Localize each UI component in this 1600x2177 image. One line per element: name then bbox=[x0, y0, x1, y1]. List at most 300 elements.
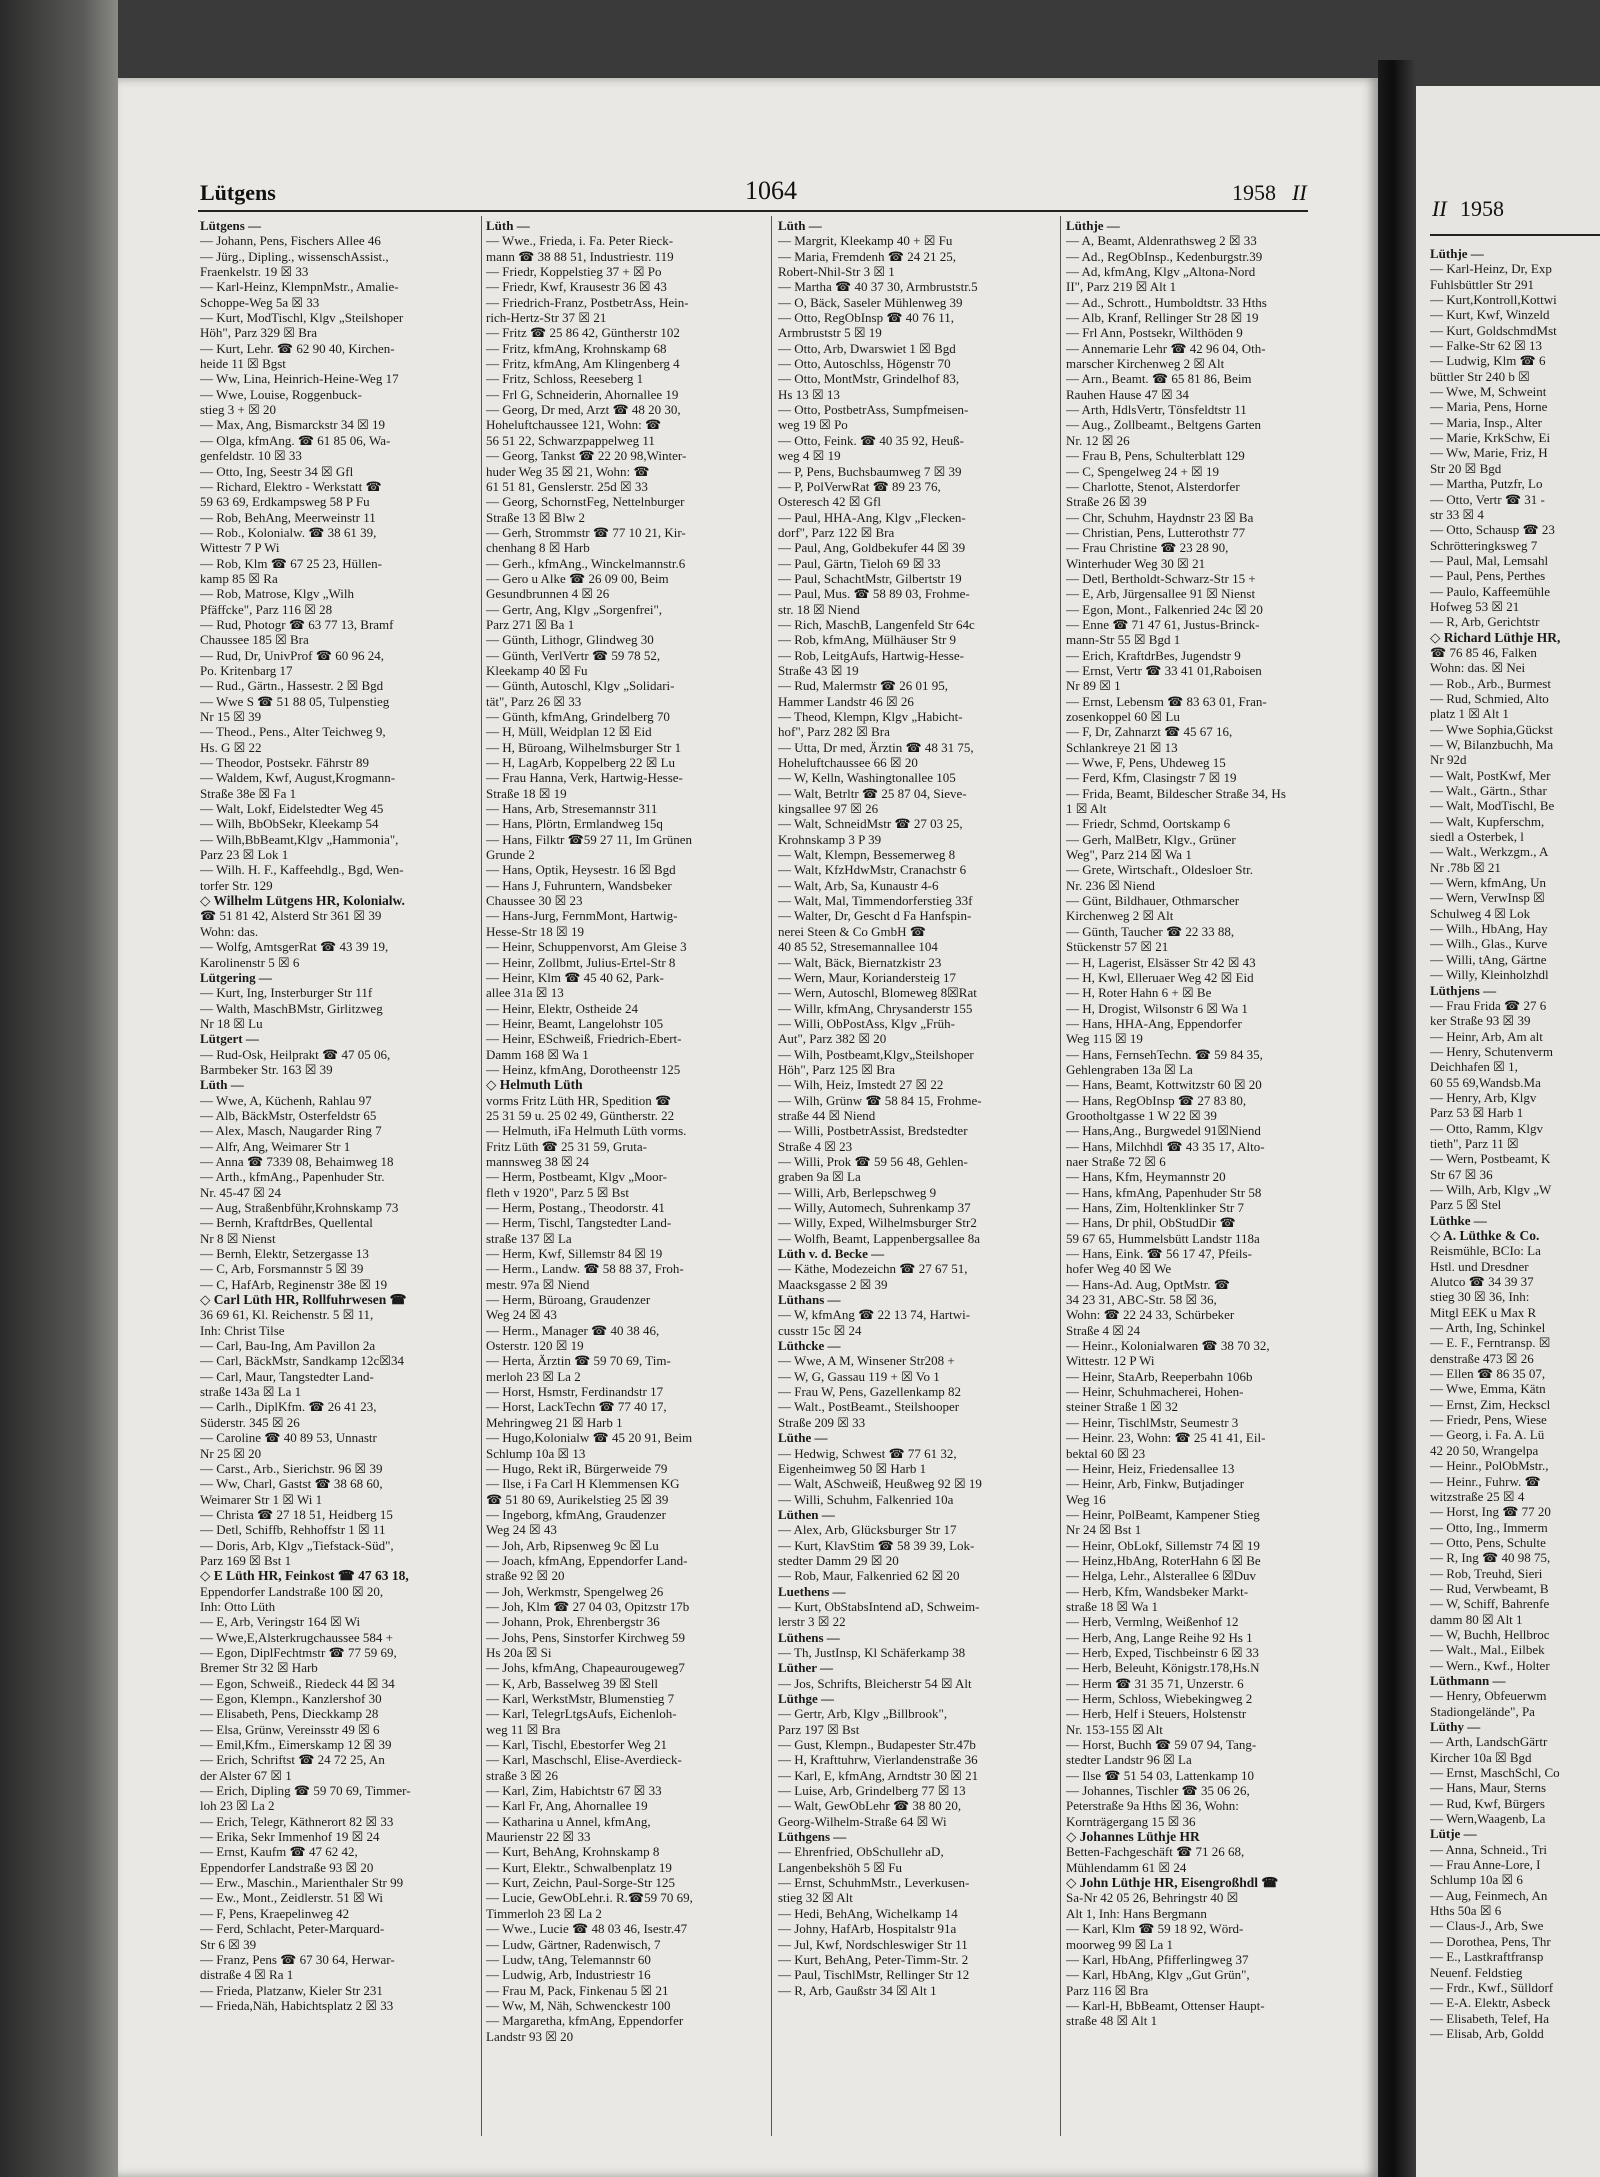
directory-entry-line: — Arth, LandschGärtr bbox=[1430, 1734, 1548, 1750]
directory-entry-line: — Heinr, Heiz, Friedensallee 13 bbox=[1066, 1460, 1235, 1476]
directory-entry-line: — Elisab, Arb, Goldd bbox=[1430, 2025, 1544, 2041]
directory-entry-line: Lüthje — bbox=[1066, 218, 1120, 233]
directory-entry-line: Eppendorfer Landstraße 93 ☒ 20 bbox=[200, 1859, 374, 1875]
directory-entry-line: Nr 15 ☒ 39 bbox=[200, 709, 262, 724]
directory-entry-line: kamp 85 ☒ Ra bbox=[200, 570, 278, 586]
directory-entry-line: Straße 26 ☒ 39 bbox=[1066, 494, 1147, 510]
directory-entry-line: Neuenf. Feldstieg bbox=[1430, 1964, 1523, 1980]
directory-entry-line: — Ad, kfmAng, Klgv „Altona-Nord bbox=[1066, 264, 1256, 280]
directory-entry-line: rich-Hertz-Str 37 ☒ 21 bbox=[486, 310, 607, 326]
directory-entry-line: — Hedi, BehAng, Wichelkamp 14 bbox=[778, 1905, 958, 1921]
directory-entry-line: — E, Arb, Jürgensallee 91 ☒ Nienst bbox=[1066, 586, 1256, 602]
directory-entry-line: — Otto, RegObInsp ☎ 40 76 11, bbox=[778, 310, 955, 326]
directory-entry-line: moorweg 99 ☒ La 1 bbox=[1066, 1936, 1173, 1952]
header-part: II bbox=[1292, 180, 1307, 205]
directory-entry-line: — H, Drogist, Wilsonstr 6 ☒ Wa 1 bbox=[1066, 1000, 1248, 1016]
directory-entry-line: — Egon, Klempn., Kanzlershof 30 bbox=[200, 1691, 382, 1706]
directory-entry-line: Lüthke — bbox=[1430, 1212, 1487, 1228]
directory-entry-line: — Hans, RegObInsp ☎ 27 83 80, bbox=[1066, 1092, 1247, 1108]
directory-entry-line: — Frau W, Pens, Gazellenkamp 82 bbox=[778, 1384, 962, 1400]
directory-entry-line: — Otto, MontMstr, Grindelhof 83, bbox=[778, 371, 960, 387]
directory-entry-line: — Rob, Treuhd, Sieri bbox=[1430, 1565, 1543, 1581]
directory-entry-line: Str 6 ☒ 39 bbox=[200, 1936, 257, 1952]
directory-entry-line: — Kurt, Ing, Insterburger Str 11f bbox=[200, 985, 373, 1001]
directory-entry-line: — Fritz ☎ 25 86 42, Güntherstr 102 bbox=[486, 325, 680, 341]
directory-entry-line: — Ww, Charl, Gastst ☎ 38 68 60, bbox=[200, 1476, 383, 1492]
directory-entry-line: — Kurt, Elektr., Schwalbenplatz 19 bbox=[486, 1859, 672, 1875]
directory-entry-line: — Johann, Pens, Fischers Allee 46 bbox=[200, 233, 381, 249]
directory-entry-line: — Erich, Dipling ☎ 59 70 69, Timmer- bbox=[200, 1783, 411, 1799]
directory-entry-line: Straße 13 ☒ Blw 2 bbox=[486, 509, 586, 525]
directory-entry-line: Wohn: das. bbox=[200, 923, 259, 939]
directory-entry-line: — Waldem, Kwf, August,Krogmann- bbox=[200, 770, 396, 786]
directory-entry-line: Höh", Parz 329 ☒ Bra bbox=[200, 325, 317, 341]
directory-entry-line: — W, G, Gassau 119 + ☒ Vo 1 bbox=[778, 1368, 940, 1384]
directory-entry-line: — Henry, Schutenverm bbox=[1430, 1043, 1553, 1059]
directory-entry-line: Rauhen Hause 47 ☒ 34 bbox=[1066, 386, 1189, 402]
directory-entry-line: Po. Kritenbarg 17 bbox=[200, 662, 293, 678]
directory-entry-line: Lüthjens — bbox=[1430, 982, 1497, 998]
directory-entry-line: Pfäffcke", Parz 116 ☒ 28 bbox=[200, 601, 333, 617]
directory-entry-line: Wohn: das. ☒ Nei bbox=[1430, 660, 1526, 676]
directory-entry-line: Fritz Lüth ☎ 25 31 59, Gruta- bbox=[486, 1138, 647, 1154]
directory-column-1 bbox=[200, 218, 480, 2013]
directory-entry-line: — Otto, Feink. ☎ 40 35 92, Heuß- bbox=[778, 432, 964, 448]
directory-entry-line: Chaussee 185 ☒ Bra bbox=[200, 632, 309, 648]
directory-entry-line: hofer Weg 40 ☒ We bbox=[1066, 1261, 1172, 1277]
directory-entry-line: — Ilse, i Fa Carl H Klemmensen KG bbox=[486, 1476, 680, 1492]
facing-header-part: II bbox=[1432, 196, 1447, 221]
directory-entry-line: — E. F., Ferntransp. ☒ bbox=[1430, 1335, 1551, 1351]
directory-entry-line: — Heinz,HbAng, RoterHahn 6 ☒ Be bbox=[1066, 1552, 1261, 1568]
directory-entry-line: str. 18 ☒ Niend bbox=[778, 601, 860, 617]
directory-entry-line: — Karl-Heinz, KlempnMstr., Amalie- bbox=[200, 279, 399, 295]
directory-entry-line: — H, Roter Hahn 6 + ☒ Be bbox=[1066, 985, 1212, 1001]
directory-entry-line: Kirchenweg 2 ☒ Alt bbox=[1066, 908, 1174, 924]
directory-entry-line: — Paul, Gärtn, Tieloh 69 ☒ 33 bbox=[778, 555, 941, 571]
directory-entry-line: allee 31a ☒ 13 bbox=[486, 985, 564, 1001]
directory-entry-line: — Arn., Beamt. ☎ 65 81 86, Beim bbox=[1066, 371, 1252, 387]
directory-entry-line: — Hans, Eink. ☎ 56 17 47, Pfeils- bbox=[1066, 1246, 1252, 1262]
directory-entry-line: — Max, Ang, Bismarckstr 34 ☒ 19 bbox=[200, 417, 385, 433]
directory-entry-line: — Doris, Arb, Klgv „Tiefstack-Süd", bbox=[200, 1537, 394, 1553]
directory-entry-line: — Frieda, Platzanw, Kieler Str 231 bbox=[200, 1982, 383, 1998]
directory-entry-line: — Fritz, Schloss, Reeseberg 1 bbox=[486, 371, 644, 387]
directory-entry-line: genfeldstr. 10 ☒ 33 bbox=[200, 448, 302, 464]
directory-entry-line: Lütje — bbox=[1430, 1826, 1477, 1842]
directory-entry-line: — Wilh,BbBeamt,Klgv „Hammonia", bbox=[200, 831, 399, 847]
directory-entry-line: — Wern, VerwInsp ☒ bbox=[1430, 890, 1545, 906]
directory-entry-line: Damm 168 ☒ Wa 1 bbox=[486, 1046, 589, 1062]
directory-entry-line: — Ww, M, Näh, Schwenckestr 100 bbox=[486, 1997, 671, 2013]
directory-entry-line: — Ludw, tAng, Telemannstr 60 bbox=[486, 1951, 651, 1967]
directory-entry-line: — Herm, Tischl, Tangstedter Land- bbox=[486, 1215, 672, 1231]
directory-entry-line: — Erich, KraftdrBes, Jugendstr 9 bbox=[1066, 647, 1241, 663]
directory-entry-line: witzstraße 25 ☒ 4 bbox=[1430, 1488, 1525, 1504]
directory-entry-line: graben 9a ☒ La bbox=[778, 1169, 861, 1185]
directory-entry-line: — Hans, Milchhdl ☎ 43 35 17, Alto- bbox=[1066, 1138, 1265, 1154]
directory-entry-line: — Günth, Autoschl, Klgv „Solidari- bbox=[486, 678, 675, 694]
directory-entry-line: — Luise, Arb, Grindelberg 77 ☒ 13 bbox=[778, 1783, 966, 1799]
directory-entry-line: — Günth, kfmAng, Grindelberg 70 bbox=[486, 709, 670, 724]
directory-entry-line: str 33 ☒ 4 bbox=[1430, 506, 1484, 522]
directory-entry-line: Parz 116 ☒ Bra bbox=[1066, 1982, 1149, 1998]
directory-entry-line: — Gerh, Strommstr ☎ 77 10 21, Kir- bbox=[486, 524, 686, 540]
directory-entry-line: — Karl-H, BbBeamt, Ottenser Haupt- bbox=[1066, 1997, 1265, 2013]
directory-entry-line: — Wolfh, Beamt, Lappenbergsallee 8a bbox=[778, 1230, 981, 1246]
directory-entry-line: Parz 53 ☒ Harb 1 bbox=[1430, 1105, 1524, 1121]
directory-entry-line: Nr. 12 ☒ 26 bbox=[1066, 432, 1130, 448]
directory-entry-line: — Rud, Malermstr ☎ 26 01 95, bbox=[778, 678, 949, 694]
directory-entry-line: — Herm, Postang., Theodorstr. 41 bbox=[486, 1200, 665, 1215]
directory-entry-line: — Frdr., Kwf., Sülldorf bbox=[1430, 1979, 1554, 1995]
directory-entry-line: weg 19 ☒ Po bbox=[778, 417, 848, 433]
directory-entry-line: — Walt., PostBeamt., Steilshooper bbox=[778, 1399, 960, 1415]
directory-entry-line: — Aug, Straßenbführ,Krohnskamp 73 bbox=[200, 1200, 399, 1215]
directory-entry-line: Hammer Landstr 46 ☒ 26 bbox=[778, 693, 914, 709]
directory-entry-line: Höh", Parz 125 ☒ Bra bbox=[778, 1061, 895, 1077]
directory-entry-line: weg 4 ☒ 19 bbox=[778, 448, 841, 464]
header-rule bbox=[198, 210, 1308, 212]
directory-entry-line: — Elisabeth, Pens, Dieckkamp 28 bbox=[200, 1706, 379, 1722]
directory-entry-line: 34 23 31, ABC-Str. 58 ☒ 36, bbox=[1066, 1292, 1217, 1308]
directory-entry-line: — Ad., RegObInsp., Kedenburgstr.39 bbox=[1066, 248, 1263, 264]
directory-entry-line: — Paul, Pens, Perthes bbox=[1430, 568, 1546, 584]
directory-entry-line: — Carl, Bau-Ing, Am Pavillon 2a bbox=[200, 1338, 376, 1354]
directory-entry-line: — Karl Fr, Ang, Ahornallee 19 bbox=[486, 1798, 648, 1814]
facing-page-column bbox=[1430, 246, 1600, 2041]
directory-entry-line: — Wwe, A M, Winsener Str208 + bbox=[778, 1353, 955, 1369]
directory-entry-line: — Otto, PostbetrAss, Sumpfmeisen- bbox=[778, 402, 969, 418]
directory-entry-line: — Frau M, Pack, Finkenau 5 ☒ 21 bbox=[486, 1982, 669, 1998]
directory-entry-line: — Paul, TischlMstr, Rellinger Str 12 bbox=[778, 1967, 970, 1983]
directory-entry-line: — Falke-Str 62 ☒ 13 bbox=[1430, 338, 1543, 354]
directory-entry-line: Hofweg 53 ☒ 21 bbox=[1430, 598, 1520, 614]
directory-entry-line: — F, Dr, Zahnarzt ☎ 45 67 16, bbox=[1066, 724, 1233, 740]
directory-column-3 bbox=[778, 218, 1060, 1998]
directory-entry-line: — Wern, kfmAng, Un bbox=[1430, 875, 1547, 891]
directory-entry-line: — Willr, kfmAng, Chrysanderstr 155 bbox=[778, 1000, 973, 1016]
directory-entry-line: — Lucie, GewObLehr.i. R.☎59 70 69, bbox=[486, 1890, 693, 1906]
directory-entry-line: marscher Kirchenweg 2 ☒ Alt bbox=[1066, 356, 1225, 372]
directory-entry-line: ☎ 76 85 46, Falken bbox=[1430, 644, 1537, 660]
directory-entry-line: — Willi, tAng, Gärtne bbox=[1430, 951, 1547, 967]
directory-entry-line: Lüthans — bbox=[778, 1292, 841, 1308]
directory-entry-line: — Rud, Schmied, Alto bbox=[1430, 690, 1549, 706]
directory-entry-line: — Elsa, Grünw, Vereinsstr 49 ☒ 6 bbox=[200, 1721, 380, 1737]
directory-entry-line: — E, Arb, Veringstr 164 ☒ Wi bbox=[200, 1614, 361, 1630]
directory-entry-line: Fraenkelstr. 19 ☒ 33 bbox=[200, 264, 309, 280]
directory-entry-line: Stadiongelände", Pa bbox=[1430, 1703, 1535, 1719]
directory-entry-line: — Joh, Werkmstr, Spengelweg 26 bbox=[486, 1583, 664, 1599]
directory-entry-line: Mitgl EEK u Max R bbox=[1430, 1304, 1537, 1320]
directory-entry-line: der Alster 67 ☒ 1 bbox=[200, 1767, 292, 1783]
directory-entry-line: — Wwe, Emma, Kätn bbox=[1430, 1381, 1546, 1397]
directory-entry-line: Schlankreye 21 ☒ 13 bbox=[1066, 739, 1178, 755]
directory-entry-line: — P, PolVerwRat ☎ 89 23 76, bbox=[778, 478, 941, 494]
directory-entry-line: Hoheluftchaussee 121, Wohn: ☎ bbox=[486, 417, 662, 433]
directory-entry-line: — Theod, Klempn, Klgv „Habicht- bbox=[778, 709, 963, 724]
directory-entry-line: — O, Bäck, Saseler Mühlenweg 39 bbox=[778, 294, 963, 310]
directory-entry-line: — R, Arb, Gerichtstr bbox=[1430, 614, 1540, 630]
directory-entry-line: — Emil,Kfm., Eimerskamp 12 ☒ 39 bbox=[200, 1737, 392, 1753]
directory-entry-line: Weg", Parz 214 ☒ Wa 1 bbox=[1066, 847, 1192, 863]
directory-entry-line: — Paul, HHA-Ang, Klgv „Flecken- bbox=[778, 509, 966, 525]
directory-entry-line: — Otto, Schausp ☎ 23 bbox=[1430, 522, 1555, 538]
directory-entry-line: — Margaretha, kfmAng, Eppendorfer bbox=[486, 2013, 684, 2029]
directory-entry-line: — Ludw, Gärtner, Radenwisch, 7 bbox=[486, 1936, 661, 1952]
directory-entry-line: — Egon, Mont., Falkenried 24c ☒ 20 bbox=[1066, 601, 1263, 617]
directory-entry-line: — Helmuth, iFa Helmuth Lüth vorms. bbox=[486, 1123, 687, 1139]
directory-entry-line: — Günth, Lithogr, Glindweg 30 bbox=[486, 632, 654, 648]
directory-entry-line: Kornträgergang 15 ☒ 36 bbox=[1066, 1813, 1196, 1829]
directory-entry-line: merloh 23 ☒ La 2 bbox=[486, 1368, 581, 1384]
directory-entry-line: Weg 24 ☒ 43 bbox=[486, 1307, 557, 1323]
directory-entry-line: Barmbeker Str. 163 ☒ 39 bbox=[200, 1061, 333, 1077]
directory-entry-line: — Rob, kfmAng, Mülhäuser Str 9 bbox=[778, 632, 957, 648]
directory-entry-line: straße 48 ☒ Alt 1 bbox=[1066, 2013, 1158, 2029]
directory-entry-line: — Arth., kfmAng., Papenhuder Str. bbox=[200, 1169, 385, 1185]
directory-entry-line: — Herm ☎ 31 35 71, Unzerstr. 6 bbox=[1066, 1675, 1244, 1691]
directory-entry-line: Hs 20a ☒ Si bbox=[486, 1644, 552, 1660]
directory-entry-line: — Th, JustInsp, Kl Schäferkamp 38 bbox=[778, 1644, 966, 1660]
directory-entry-line: — Karl, Klm ☎ 59 18 92, Wörd- bbox=[1066, 1921, 1244, 1937]
directory-entry-line: — Horst, Hsmstr, Ferdinandstr 17 bbox=[486, 1384, 664, 1400]
directory-entry-line: Nr. 153-155 ☒ Alt bbox=[1066, 1721, 1163, 1737]
directory-entry-line: Maacksgasse 2 ☒ 39 bbox=[778, 1276, 888, 1292]
directory-entry-line: Lüthen — bbox=[778, 1506, 835, 1522]
directory-entry-line: Reismühle, BCIo: La bbox=[1430, 1243, 1541, 1259]
directory-entry-line: — E., Lastkraftfransp bbox=[1430, 1949, 1544, 1965]
directory-entry-line: — Herb, Beleuht, Königstr.178,Hs.N bbox=[1066, 1660, 1260, 1676]
directory-entry-line: — E-A. Elektr, Asbeck bbox=[1430, 1995, 1551, 2011]
directory-entry-line: — H, Lagerist, Elsässer Str 42 ☒ 43 bbox=[1066, 954, 1256, 970]
directory-entry-line: Gesundbrunnen 4 ☒ 26 bbox=[486, 586, 610, 602]
directory-entry-line: — Rud, Photogr ☎ 63 77 13, Bramf bbox=[200, 616, 394, 632]
directory-entry-line: — Karl, Zim, Habichtstr 67 ☒ 33 bbox=[486, 1783, 662, 1799]
directory-entry-line: — Heinr, Klm ☎ 45 40 62, Park- bbox=[486, 969, 664, 985]
directory-entry-line: Lütgering — bbox=[200, 969, 272, 985]
directory-entry-line: ◇ Carl Lüth HR, Rollfuhrwesen ☎ bbox=[200, 1292, 407, 1308]
directory-entry-line: — Heinr, StaArb, Reeperbahn 106b bbox=[1066, 1368, 1253, 1384]
directory-entry-line: — Heinr, Schuhmacherei, Hohen- bbox=[1066, 1384, 1244, 1400]
directory-entry-line: — Frau Christine ☎ 23 28 90, bbox=[1066, 540, 1229, 556]
directory-entry-line: Nr 92d bbox=[1430, 752, 1467, 768]
directory-entry-line: — Gerh., kfmAng., Winckelmannstr.6 bbox=[486, 555, 686, 571]
directory-entry-line: loh 23 ☒ La 2 bbox=[200, 1798, 275, 1814]
directory-entry-line: — Käthe, Modezeichn ☎ 27 67 51, bbox=[778, 1261, 968, 1277]
directory-entry-line: — Carlh., DiplKfm. ☎ 26 41 23, bbox=[200, 1399, 377, 1415]
directory-entry-line: weg 11 ☒ Bra bbox=[486, 1721, 561, 1737]
directory-entry-line: — Hans,Ang., Burgwedel 91☒Niend bbox=[1066, 1123, 1261, 1139]
book-spine bbox=[1378, 60, 1416, 2177]
directory-entry-line: — Wilh, Arb, Klgv „W bbox=[1430, 1181, 1552, 1197]
directory-entry-line: — Hans, Beamt, Kottwitzstr 60 ☒ 20 bbox=[1066, 1077, 1262, 1093]
directory-column-4 bbox=[1066, 218, 1348, 2029]
directory-entry-line: mann ☎ 38 88 51, Industriestr. 119 bbox=[486, 248, 674, 264]
directory-entry-line: — Walt., Werkzgm., A bbox=[1430, 844, 1549, 860]
directory-entry-line: — Heinr, TischlMstr, Seumestr 3 bbox=[1066, 1414, 1239, 1430]
directory-entry-line: — Wwe., Frieda, i. Fa. Peter Rieck- bbox=[486, 233, 674, 249]
directory-entry-line: — K, Arb, Basselweg 39 ☒ Stell bbox=[486, 1675, 658, 1691]
directory-entry-line: Weimarer Str 1 ☒ Wi 1 bbox=[200, 1491, 323, 1507]
directory-entry-line: — H, Krafttuhrw, Vierlandenstraße 36 bbox=[778, 1752, 978, 1768]
scan-left-edge bbox=[0, 0, 118, 2177]
directory-entry-line: — Wilh, Grünw ☎ 58 84 15, Frohme- bbox=[778, 1092, 982, 1108]
directory-entry-line: — Ehrenfried, ObSchullehr aD, bbox=[778, 1844, 944, 1860]
directory-entry-line: Lütgens — bbox=[200, 218, 262, 233]
directory-entry-line: vorms Fritz Lüth HR, Spedition ☎ bbox=[486, 1092, 672, 1108]
directory-entry-line: — Wwe., Lucie ☎ 48 03 46, Isestr.47 bbox=[486, 1921, 688, 1937]
directory-entry-line: — Friedr, Schmd, Oortskamp 6 bbox=[1066, 816, 1231, 832]
directory-entry-line: — Heinz, kfmAng, Dorotheenstr 125 bbox=[486, 1061, 681, 1077]
directory-entry-line: — Günth, VerlVertr ☎ 59 78 52, bbox=[486, 647, 661, 663]
directory-entry-line: denstraße 473 ☒ 26 bbox=[1430, 1350, 1534, 1366]
directory-entry-line: — Hans-Jurg, FernmMont, Hartwig- bbox=[486, 908, 678, 924]
directory-entry-line: — Günt, Bildhauer, Othmarscher bbox=[1066, 893, 1240, 909]
directory-entry-line: ◇ A. Lüthke & Co. bbox=[1430, 1228, 1540, 1243]
directory-entry-line: Parz 271 ☒ Ba 1 bbox=[486, 616, 575, 632]
directory-entry-line: mestr. 97a ☒ Niend bbox=[486, 1276, 590, 1292]
directory-entry-line: Lüth v. d. Becke — bbox=[778, 1246, 885, 1262]
directory-entry-line: Timmerloh 23 ☒ La 2 bbox=[486, 1905, 602, 1921]
directory-entry-line: Str 20 ☒ Bgd bbox=[1430, 460, 1502, 476]
directory-entry-line: — Henry, Obfeuerwm bbox=[1430, 1688, 1547, 1704]
directory-entry-line: — Otto, Vertr ☎ 31 - bbox=[1430, 491, 1545, 507]
directory-entry-line: — W, kfmAng ☎ 22 13 74, Hartwi- bbox=[778, 1307, 971, 1323]
directory-entry-line: Armbruststr 5 ☒ 19 bbox=[778, 325, 882, 341]
directory-entry-line: — Margrit, Kleekamp 40 + ☒ Fu bbox=[778, 233, 953, 249]
directory-entry-line: — Wwe Sophia,Gückst bbox=[1430, 721, 1553, 737]
directory-entry-line: — Rob., Arb., Burmest bbox=[1430, 675, 1551, 691]
directory-entry-line: ◇ Richard Lüthje HR, bbox=[1430, 629, 1561, 645]
directory-entry-line: — Hans, kfmAng, Papenhuder Str 58 bbox=[1066, 1184, 1262, 1200]
directory-entry-line: — Wwe, M, Schweint bbox=[1430, 384, 1547, 400]
directory-entry-line: straße 92 ☒ 20 bbox=[486, 1568, 565, 1584]
header-year: 1958 bbox=[1232, 180, 1276, 205]
directory-entry-line: — W, Schiff, Bahrenfe bbox=[1430, 1596, 1550, 1612]
directory-entry-line: Wohn: ☎ 22 24 33, Schürbeker bbox=[1066, 1307, 1235, 1323]
directory-entry-line: Inh: Christ Tilse bbox=[200, 1322, 285, 1338]
directory-entry-line: — Walt, Klempn, Bessemerweg 8 bbox=[778, 847, 956, 863]
directory-entry-line: — Dorothea, Pens, Thr bbox=[1430, 1933, 1551, 1949]
directory-entry-line: Maurienstr 22 ☒ 33 bbox=[486, 1829, 591, 1845]
directory-entry-line: — Ludwig, Klm ☎ 6 bbox=[1430, 353, 1546, 369]
directory-entry-line: Straße 209 ☒ 33 bbox=[778, 1414, 866, 1430]
directory-entry-line: — F, Pens, Kraepelinweg 42 bbox=[200, 1905, 350, 1921]
directory-entry-line: Mehringweg 21 ☒ Harb 1 bbox=[486, 1414, 623, 1430]
directory-entry-line: — Erika, Sekr Immenhof 19 ☒ 24 bbox=[200, 1829, 380, 1845]
directory-entry-line: — Walt, Kupferschm, bbox=[1430, 813, 1545, 829]
directory-entry-line: — Wern., Kwf., Holter bbox=[1430, 1657, 1550, 1673]
directory-entry-line: — Alfr, Ang, Weimarer Str 1 bbox=[200, 1138, 351, 1154]
directory-entry-line: — Elisabeth, Telef, Ha bbox=[1430, 2010, 1550, 2026]
directory-entry-line: stieg 3 + ☒ 20 bbox=[200, 402, 277, 418]
directory-entry-line: — Frau Anne-Lore, I bbox=[1430, 1857, 1541, 1873]
directory-entry-line: Peterstraße 9a Hths ☒ 36, Wohn: bbox=[1066, 1798, 1239, 1814]
directory-entry-line: Robert-Nhil-Str 3 ☒ 1 bbox=[778, 264, 895, 280]
directory-entry-line: Mühlendamm 61 ☒ 24 bbox=[1066, 1859, 1187, 1875]
directory-entry-line: — Jürg., Dipling., wissenschAssist., bbox=[200, 248, 389, 264]
directory-entry-line: — Hans, Dr phil, ObStudDir ☎ bbox=[1066, 1215, 1236, 1231]
directory-entry-line: — Henry, Arb, Klgv bbox=[1430, 1089, 1537, 1105]
directory-entry-line: — Willi, Prok ☎ 59 56 48, Gehlen- bbox=[778, 1153, 968, 1169]
directory-entry-line: Luethens — bbox=[778, 1583, 846, 1599]
directory-entry-line: — Herm, Postbeamt, Klgv „Moor- bbox=[486, 1169, 667, 1185]
directory-entry-line: — Helga, Lehr., Alsterallee 6 ☒Duv bbox=[1066, 1568, 1256, 1584]
directory-entry-line: straße 18 ☒ Wa 1 bbox=[1066, 1598, 1158, 1614]
directory-entry-line: — Herb, Exped, Tischbeinstr 6 ☒ 33 bbox=[1066, 1644, 1259, 1660]
directory-entry-line: — Herta, Ärztin ☎ 59 70 69, Tim- bbox=[486, 1353, 671, 1369]
directory-entry-line: Lüthens — bbox=[778, 1629, 840, 1645]
directory-entry-line: ◇ Wilhelm Lütgens HR, Kolonialw. bbox=[200, 893, 405, 909]
directory-entry-line: ☎ 51 80 69, Aurikelstieg 25 ☒ 39 bbox=[486, 1491, 669, 1507]
directory-entry-line: — Hans, HHA-Ang, Eppendorfer bbox=[1066, 1015, 1242, 1031]
directory-entry-line: — Herm, Schloss, Wiebekingweg 2 bbox=[1066, 1691, 1253, 1706]
facing-header-rule bbox=[1430, 234, 1600, 236]
directory-entry-line: — Rud, Verwbeamt, B bbox=[1430, 1580, 1549, 1596]
directory-entry-line: — Kurt, KlavStim ☎ 58 39 39, Lok- bbox=[778, 1537, 975, 1553]
directory-entry-line: — Anna ☎ 7339 08, Behaimweg 18 bbox=[200, 1153, 394, 1169]
directory-entry-line: — Fritz, kfmAng, Am Klingenberg 4 bbox=[486, 356, 680, 372]
directory-entry-line: — Walt, KfzHdwMstr, Cranachstr 6 bbox=[778, 862, 967, 878]
directory-entry-line: Fuhlsbüttler Str 291 bbox=[1430, 276, 1535, 292]
directory-entry-line: Grootholtgasse 1 W 22 ☒ 39 bbox=[1066, 1107, 1217, 1123]
directory-entry-line: Lüthje — bbox=[1430, 246, 1484, 261]
column-divider-3 bbox=[1060, 216, 1061, 2136]
directory-entry-line: Str 67 ☒ 36 bbox=[1430, 1166, 1493, 1182]
directory-entry-line: — Karl, Maschschl, Elise-Averdieck- bbox=[486, 1752, 682, 1768]
directory-entry-line: — Alb, Kranf, Rellinger Str 28 ☒ 19 bbox=[1066, 310, 1259, 326]
directory-entry-line: — Christa ☎ 27 18 51, Heidberg 15 bbox=[200, 1506, 393, 1522]
directory-entry-line: Nr 24 ☒ Bst 1 bbox=[1066, 1522, 1142, 1538]
directory-column-2 bbox=[486, 218, 768, 2044]
directory-entry-line: steiner Straße 1 ☒ 32 bbox=[1066, 1399, 1179, 1415]
directory-entry-line: — Paul, SchachtMstr, Gilbertstr 19 bbox=[778, 570, 962, 586]
directory-entry-line: zosenkoppel 60 ☒ Lu bbox=[1066, 709, 1180, 724]
directory-entry-line: — Kurt, BehAng, Krohnskamp 8 bbox=[486, 1844, 660, 1860]
directory-entry-line: Schulweg 4 ☒ Lok bbox=[1430, 905, 1531, 921]
directory-entry-line: — Richard, Elektro - Werkstatt ☎ bbox=[200, 478, 382, 494]
directory-entry-line: — Wern, Maur, Koriandersteig 17 bbox=[778, 969, 956, 985]
directory-entry-line: 61 51 81, Genslerstr. 25d ☒ 33 bbox=[486, 478, 648, 494]
directory-entry-line: — Johannes, Tischler ☎ 35 06 26, bbox=[1066, 1783, 1250, 1799]
directory-entry-line: — Karl, Tischl, Ebestorfer Weg 21 bbox=[486, 1737, 668, 1753]
directory-entry-line: Winterhuder Weg 30 ☒ 21 bbox=[1066, 555, 1206, 571]
directory-entry-line: — Willi, Arb, Berlepschweg 9 bbox=[778, 1184, 937, 1200]
directory-entry-line: ◇ E Lüth HR, Feinkost ☎ 47 63 18, bbox=[200, 1568, 409, 1584]
directory-entry-line: — Grete, Wirtschaft., Oldesloer Str. bbox=[1066, 862, 1253, 878]
directory-entry-line: — Heinr, Arb, Am alt bbox=[1430, 1028, 1543, 1044]
directory-entry-line: — Kurt, GoldschmdMst bbox=[1430, 322, 1557, 338]
directory-entry-line: — Detl, Schiffb, Rehhoffstr 1 ☒ 11 bbox=[200, 1522, 386, 1538]
directory-entry-line: — Karl-Heinz, Dr, Exp bbox=[1430, 261, 1552, 277]
directory-entry-line: stieg 30 ☒ 36, Inh: bbox=[1430, 1289, 1530, 1305]
directory-entry-line: — Walt, PostKwf, Mer bbox=[1430, 767, 1551, 783]
directory-entry-line: — Friedr, Koppelstieg 37 + ☒ Po bbox=[486, 264, 662, 280]
directory-entry-line: — Wilh, BbObSekr, Kleekamp 54 bbox=[200, 816, 379, 832]
directory-entry-line: Lüthy — bbox=[1430, 1719, 1481, 1734]
directory-entry-line: — Herm, Büroang, Graudenzer bbox=[486, 1292, 651, 1308]
directory-entry-line: — Chr, Schuhm, Haydnstr 23 ☒ Ba bbox=[1066, 509, 1254, 525]
directory-entry-line: straße 137 ☒ La bbox=[486, 1230, 572, 1246]
directory-entry-line: — Karl, HbAng, Pfifferlingweg 37 bbox=[1066, 1951, 1249, 1967]
directory-entry-line: — Enne ☎ 71 47 61, Justus-Brinck- bbox=[1066, 616, 1260, 632]
directory-entry-line: — W, Buchh, Hellbroc bbox=[1430, 1626, 1550, 1642]
directory-entry-line: — Wilh. H. F., Kaffeehdlg., Bgd, Wen- bbox=[200, 862, 404, 878]
directory-entry-line: 59 67 65, Hummelsbütt Landstr 118a bbox=[1066, 1230, 1260, 1246]
directory-entry-line: — Wilh., HbAng, Hay bbox=[1430, 921, 1548, 937]
